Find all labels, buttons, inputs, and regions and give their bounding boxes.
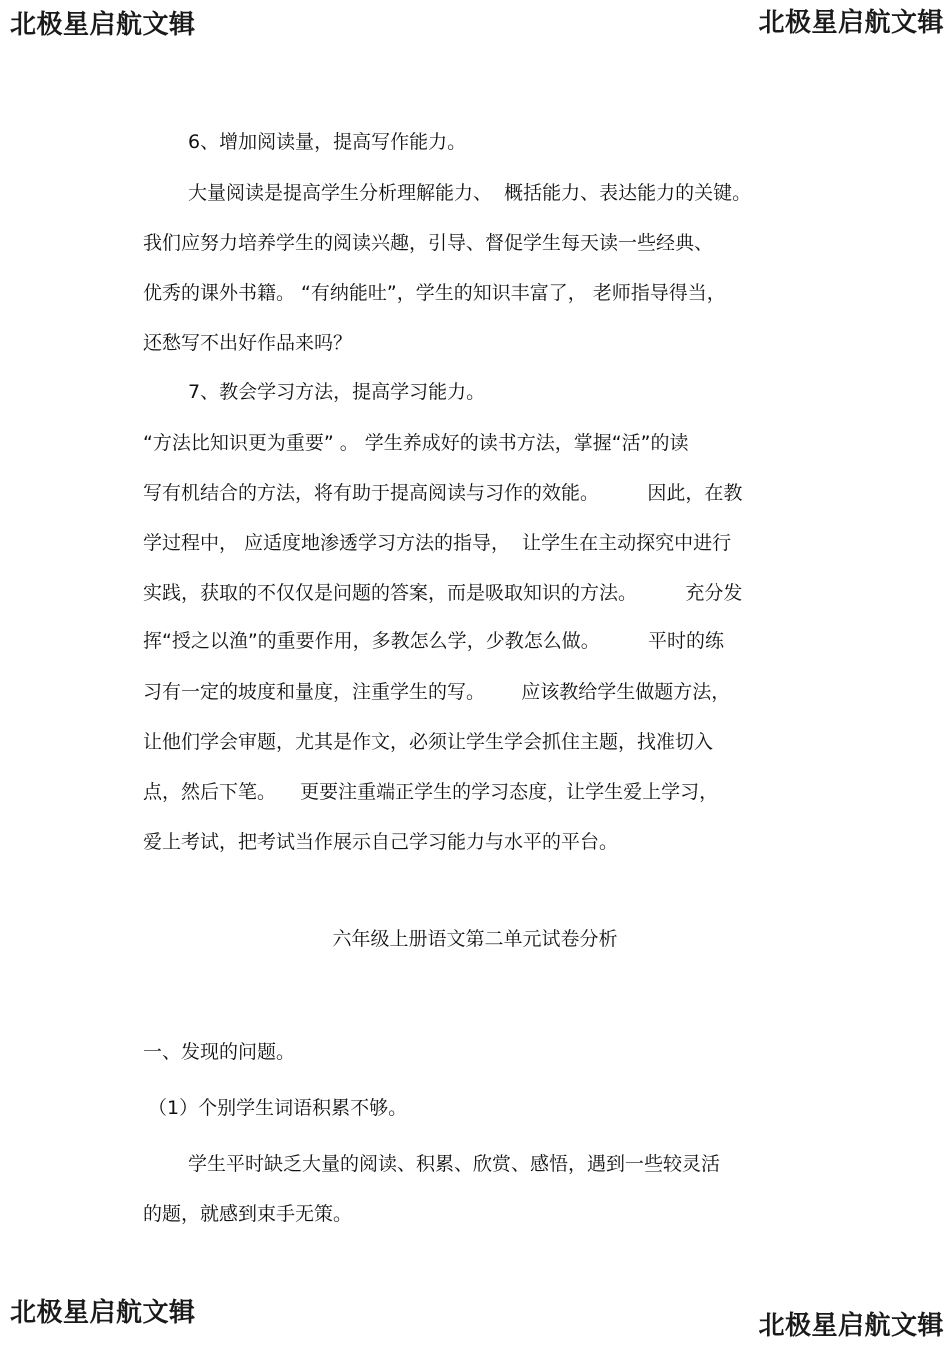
section7-line: 写有机结合的方法，将有助于提高阅读与习作的效能。 因此，在教 (143, 482, 743, 504)
section7-line: 学过程中， 应适度地渗透学习方法的指导， 让学生在主动探究中进行 (143, 532, 732, 554)
section7-line: 实践，获取的不仅仅是问题的答案，而是吸取知识的方法。 充分发 (143, 582, 743, 604)
section7-line: “方法比知识更为重要” 。 学生养成好的读书方法，掌握“活”的读 (143, 432, 689, 454)
section6-line: 优秀的课外书籍。 “有纳能吐”，学生的知识丰富了， 老师指导得当， (143, 282, 726, 304)
part1-heading: 一、发现的问题。 (143, 1041, 296, 1063)
section7-line: 习有一定的坡度和量度，注重学生的写。 应该教给学生做题方法， (143, 681, 731, 703)
item1-heading: （1）个别学生词语积累不够。 (148, 1097, 408, 1119)
section6-heading: 6、增加阅读量，提高写作能力。 (188, 131, 467, 153)
watermark-bottom-left: 北极星启航文辑 (10, 1298, 196, 1328)
section6-line: 我们应努力培养学生的阅读兴趣，引导、督促学生每天读一些经典、 (143, 232, 714, 254)
item1-line: 的题，就感到束手无策。 (143, 1203, 353, 1225)
section7-line: 点，然后下笔。 更要注重端正学生的学习态度，让学生爱上学习， (143, 781, 719, 803)
section7-line: 让他们学会审题，尤其是作文，必须让学生学会抓住主题，找准切入 (143, 731, 714, 753)
watermark-top-left: 北极星启航文辑 (10, 10, 196, 40)
item1-line: 学生平时缺乏大量的阅读、积累、欣赏、感悟，遇到一些较灵活 (188, 1153, 721, 1175)
section7-heading: 7、教会学习方法，提高学习能力。 (188, 381, 486, 403)
section7-line: 爱上考试，把考试当作展示自己学习能力与水平的平台。 (143, 831, 619, 853)
section6-line: 还愁写不出好作品来吗？ (143, 332, 353, 354)
watermark-top-right: 北极星启航文辑 (758, 8, 944, 38)
analysis-title: 六年级上册语文第二单元试卷分析 (332, 928, 618, 950)
watermark-bottom-right: 北极星启航文辑 (758, 1311, 944, 1341)
section6-line: 大量阅读是提高学生分析理解能力、 概括能力、表达能力的关键。 (188, 182, 752, 204)
section7-line: 挥“授之以渔”的重要作用，多教怎么学，少教怎么做。 平时的练 (143, 630, 725, 652)
